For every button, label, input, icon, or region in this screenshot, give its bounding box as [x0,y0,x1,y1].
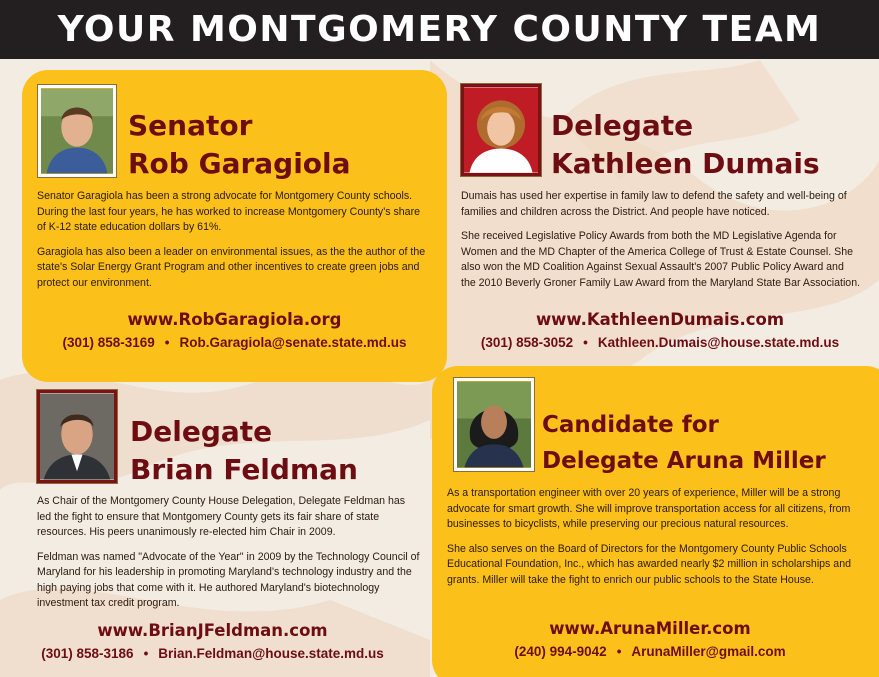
page-title: YOUR MONTGOMERY COUNTY TEAM [57,9,822,50]
garagiola-phone: (301) 858-3169 [62,335,155,350]
garagiola-para1: Senator Garagiola has been a strong advocate for Montgomery County schools. During the last four years, he has worked to increase Montgomery County's share of K-12 state education dollars by 61%. [37,190,420,233]
garagiola-website[interactable]: www.RobGaragiola.org [127,310,342,329]
feldman-para2: Feldman was named "Advocate of the Year" in 2009 by the Technology Council of Maryland for his leadership in promoting Maryland's technology industry and the high paying jobs that come with it. He authored Maryland's biotechnology investment tax credit program. [37,550,420,609]
garagiola-email[interactable]: Rob.Garagiola@senate.state.md.us [179,335,407,350]
separator-dot: • [143,646,149,661]
dumais-title-line1: Delegate [551,109,694,142]
feldman-title-line1: Delegate [130,415,273,448]
miller-bio [447,486,859,597]
dumais-para1: Dumais has used her expertise in family law to defend the safety and well-being of families and children across the District. And people have noticed. [461,190,847,218]
feldman-para1: As Chair of the Montgomery County House Delegation, Delegate Feldman has led the fight to ensure that Montgomery County gets its fair share of state resources. His peers unanimously re-elected him Chair in 2009. [37,495,406,538]
dumais-para2: She received Legislative Policy Awards from both the MD Legislative Agenda for Women and the MD Chapter of the America College of Trust & Estate Counsel. She also won the MD Coalition Against Sexual Assault's 2007 Public Policy Award and the 2010 Beverly Groner Family Law Award from the Maryland State Bar Association. [461,230,861,289]
feldman-phone: (301) 858-3186 [41,646,134,661]
dumais-email[interactable]: Kathleen.Dumais@house.state.md.us [597,335,840,350]
miller-photo [454,378,534,471]
miller-phone: (240) 994-9042 [514,644,607,659]
separator-dot: • [616,644,622,659]
separator-dot: • [583,335,588,350]
miller-title-line2: Delegate Aruna Miller [542,448,826,474]
miller-para1: As a transportation engineer with over 20 years of experience, Miller will be a strong advocate for smart growth. She will improve transportation access for all citizens, from businesses to bicyclists, while preserving our precious natural resources. [447,487,851,530]
miller-contact [440,644,860,659]
miller-title-line1: Candidate for [542,412,719,438]
feldman-email[interactable]: Brian.Feldman@house.state.md.us [158,646,384,661]
miller-para2: She also serves on the Board of Directors for the Montgomery County Public Schools Educational Foundation, Inc., which has awarded nearly $2 million in scholarships and grants. Miller will take the fight to enrich our public schools to the State House. [447,542,851,586]
miller-email[interactable]: ArunaMiller@gmail.com [631,644,786,659]
dumais-title-line2: Kathleen Dumais [551,147,820,180]
feldman-website[interactable]: www.BrianJFeldman.com [97,621,328,640]
separator-dot: • [164,335,170,350]
garagiola-title-line1: Senator [128,109,253,142]
dumais-phone: (301) 858-3052 [480,335,574,350]
feldman-title-line2: Brian Feldman [130,453,358,486]
miller-website[interactable]: www.ArunaMiller.com [549,619,751,638]
dumais-website[interactable]: www.KathleenDumais.com [535,310,785,329]
garagiola-title-line2: Rob Garagiola [128,147,351,180]
garagiola-para2: Garagiola has also been a leader on environmental issues, as the the author of the state's Solar Energy Grant Program and other incentives to create green jobs and protect our environment. [37,245,426,289]
